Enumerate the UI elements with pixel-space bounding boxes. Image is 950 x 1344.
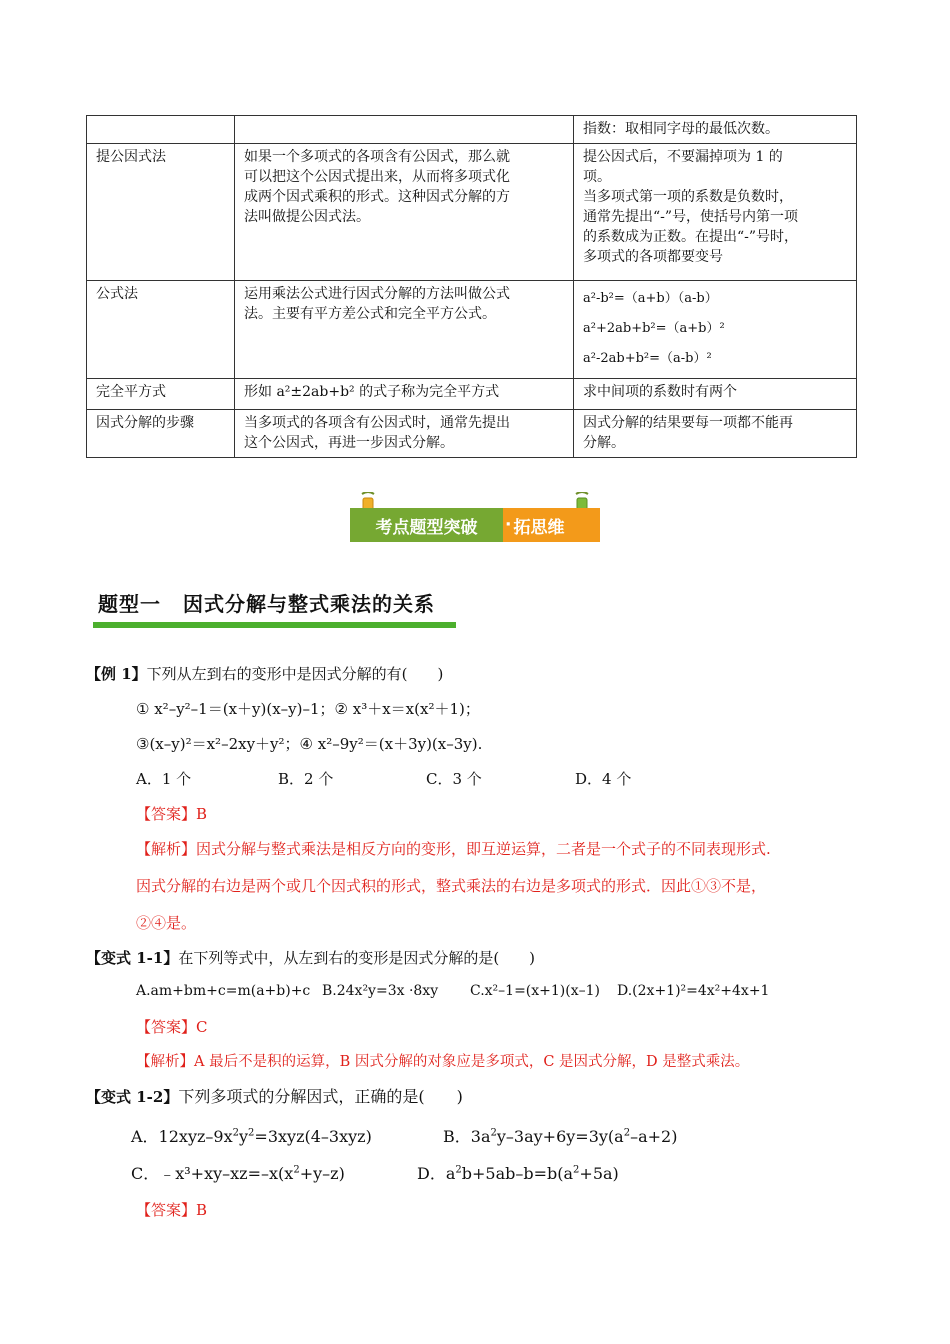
table-cell-definition xyxy=(235,281,574,379)
table-row xyxy=(87,379,857,410)
table-row xyxy=(87,281,857,379)
variant2-option-b-sup: 2 xyxy=(623,1127,631,1139)
banner-left-text: 考点题型突破 xyxy=(350,508,503,542)
table-row xyxy=(87,410,857,458)
variant1-option-b: B.24x²y=3x ·8xy xyxy=(322,983,439,999)
variant2-tag: 【变式 1-2】 xyxy=(86,1088,179,1106)
variant1-question xyxy=(86,947,535,969)
variant1-answer-value: C xyxy=(196,1018,208,1036)
variant2-option-a-part: A．12xyz–9x xyxy=(131,1127,233,1146)
cell-text: a²-b²=（a+b）（a-b） xyxy=(583,291,718,306)
table-cell-method xyxy=(87,281,235,379)
variant2-option-a xyxy=(131,1124,372,1147)
variant1-option-d: D.(2x+1)²=4x²+4x+1 xyxy=(617,983,770,999)
banner-box xyxy=(350,508,600,542)
table-row xyxy=(87,116,857,144)
cell-text: 公式法 xyxy=(96,286,138,302)
variant2-answer-value: B xyxy=(196,1201,208,1219)
cell-text: 形如 a²±2ab+b² 的式子称为完全平方式 xyxy=(244,384,500,400)
banner-dot: · xyxy=(505,515,512,535)
table-cell-note xyxy=(574,144,857,281)
variant2-option-d xyxy=(417,1161,619,1184)
example1-line1: ① x²–y²–1＝(x＋y)(x–y)–1；② x³＋x＝x(x²＋1)； xyxy=(136,700,480,718)
cell-text: 求中间项的系数时有两个 xyxy=(583,384,737,400)
table-cell-method xyxy=(87,116,235,144)
summary-table-body xyxy=(87,116,857,458)
variant2-option-c-part: +y–z) xyxy=(299,1164,345,1183)
cell-text: 成两个因式乘积的形式。这种因式分解的方 xyxy=(244,189,510,205)
variant2-option-c xyxy=(131,1161,345,1184)
example1-option-a: A．1 个 xyxy=(136,770,192,788)
variant1-answer-tag: 【答案】 xyxy=(136,1018,197,1036)
cell-text: 法叫做提公因式法。 xyxy=(244,209,370,225)
variant2-option-a-part: y xyxy=(239,1127,249,1146)
variant2-question xyxy=(86,1086,463,1108)
table-cell-note xyxy=(574,379,857,410)
cell-text: a²-2ab+b²=（a-b）² xyxy=(583,351,712,366)
cell-text: 当多项式的各项含有公因式时，通常先提出 xyxy=(244,415,510,431)
variant2-option-d-part: D．a xyxy=(417,1164,456,1183)
variant2-option-b-part: –a+2) xyxy=(630,1127,678,1146)
table-cell-definition xyxy=(235,116,574,144)
example1-answer-tag: 【答案】 xyxy=(136,805,197,823)
example1-analysis-line3: ②④是。 xyxy=(136,914,197,932)
variant1-analysis-tag: 【解析】 xyxy=(136,1054,194,1070)
example1-analysis-text: 因式分解与整式乘法是相反方向的变形，即互逆运算，二者是一个式子的不同表现形式. xyxy=(196,840,771,858)
example1-analysis-tag: 【解析】 xyxy=(136,840,197,858)
cell-text: 因式分解的结果要每一项都不能再 xyxy=(583,415,793,431)
example1-line2: ③(x–y)²＝x²–2xy＋y²；④ x²–9y²＝(x＋3y)(x–3y). xyxy=(136,735,483,753)
cell-text: 如果一个多项式的各项含有公因式，那么就 xyxy=(244,149,510,165)
variant2-option-c-sup: 2 xyxy=(293,1164,300,1176)
cell-text: 运用乘法公式进行因式分解的方法叫做公式 xyxy=(244,286,510,302)
table-cell-note xyxy=(574,281,857,379)
cell-text: a²+2ab+b²=（a+b）² xyxy=(583,321,725,336)
variant2-option-d-part: +5a) xyxy=(579,1164,619,1183)
variant2-option-a-sup: 2 xyxy=(232,1127,239,1139)
table-row xyxy=(87,144,857,281)
section-label: 题型一 xyxy=(98,592,161,616)
cell-text: 当多项式第一项的系数是负数时， xyxy=(583,189,793,205)
variant1-option-a: A.am+bm+c=m(a+b)+c xyxy=(136,983,311,999)
banner-right xyxy=(503,508,600,542)
example1-answer-value: B xyxy=(196,805,208,823)
variant1-answer xyxy=(136,1016,208,1038)
variant2-option-c-part: C．﹣x³+xy–xz=–x(x xyxy=(131,1164,294,1183)
variant2-option-a-part: =3xyz(4–3xyz) xyxy=(254,1127,372,1146)
table-cell-method xyxy=(87,379,235,410)
cell-text: 提公因式后，不要漏掉项为 1 的 xyxy=(583,149,783,165)
example1-analysis-line1 xyxy=(136,838,771,860)
table-cell-method xyxy=(87,410,235,458)
cell-text: 项。 xyxy=(583,169,611,185)
variant1-question-text: 在下列等式中，从左到右的变形是因式分解的是( ) xyxy=(178,949,536,967)
example1-question-text: 下列从左到右的变形中是因式分解的有( ) xyxy=(146,665,444,683)
variant2-answer-tag: 【答案】 xyxy=(136,1201,197,1219)
cell-text: 提公因式法 xyxy=(96,149,166,165)
section-banner xyxy=(350,492,600,550)
table-cell-definition xyxy=(235,144,574,281)
variant2-option-a-sup: 2 xyxy=(248,1127,255,1139)
cell-text: 分解。 xyxy=(583,435,625,451)
cell-text: 这个公因式，再进一步因式分解。 xyxy=(244,435,454,451)
variant2-option-b xyxy=(443,1124,677,1147)
variant2-option-b-part: y–3ay+6y=3y(a xyxy=(496,1127,624,1146)
table-cell-definition xyxy=(235,379,574,410)
section-title-text: 因式分解与整式乘法的关系 xyxy=(183,592,435,616)
example1-option-b: B．2 个 xyxy=(278,770,334,788)
variant1-tag: 【变式 1-1】 xyxy=(86,949,179,967)
cell-text: 指数：取相同字母的最低次数。 xyxy=(583,121,779,137)
banner-right-text: 拓思维 xyxy=(513,517,565,538)
summary-table xyxy=(86,115,857,458)
cell-text: 的系数成为正数。在提出“-”号时， xyxy=(583,229,799,245)
section-title xyxy=(98,588,435,617)
variant2-option-d-part: b+5ab–b=b(a xyxy=(461,1164,574,1183)
table-cell-note xyxy=(574,116,857,144)
variant2-question-text: 下列多项式的分解因式，正确的是( ) xyxy=(178,1087,463,1106)
table-cell-definition xyxy=(235,410,574,458)
table-cell-note xyxy=(574,410,857,458)
cell-text: 因式分解的步骤 xyxy=(96,415,194,431)
cell-text: 多项式的各项都要变号 xyxy=(583,249,723,265)
cell-text: 可以把这个公因式提出来，从而将多项式化 xyxy=(244,169,510,185)
section-underline xyxy=(93,622,456,628)
cell-text: 完全平方式 xyxy=(96,384,166,400)
example1-analysis-line2: 因式分解的右边是两个或几个因式积的形式，整式乘法的右边是多项式的形式．因此①③不是， xyxy=(136,877,767,895)
variant2-option-d-sup: 2 xyxy=(455,1164,462,1176)
cell-text: 法。主要有平方差公式和完全平方公式。 xyxy=(244,306,496,322)
variant1-option-c: C.x²–1=(x+1)(x–1) xyxy=(470,983,600,999)
variant1-analysis-text: A 最后不是积的运算，B 因式分解的对象应是多项式，C 是因式分解，D 是整式乘法。 xyxy=(194,1054,750,1070)
variant2-option-b-sup: 2 xyxy=(490,1127,497,1139)
variant2-answer xyxy=(136,1199,207,1221)
example1-answer xyxy=(136,803,207,825)
example1-option-c: C．3 个 xyxy=(426,770,482,788)
example1-option-d: D．4 个 xyxy=(575,770,632,788)
variant2-option-d-sup: 2 xyxy=(573,1164,580,1176)
variant2-option-b-part: B．3a xyxy=(443,1127,491,1146)
example1-question xyxy=(86,663,443,685)
table-cell-method xyxy=(87,144,235,281)
variant1-analysis xyxy=(136,1051,749,1073)
cell-text: 通常先提出“-”号，使括号内第一项 xyxy=(583,209,799,225)
example1-tag: 【例 1】 xyxy=(86,665,147,683)
